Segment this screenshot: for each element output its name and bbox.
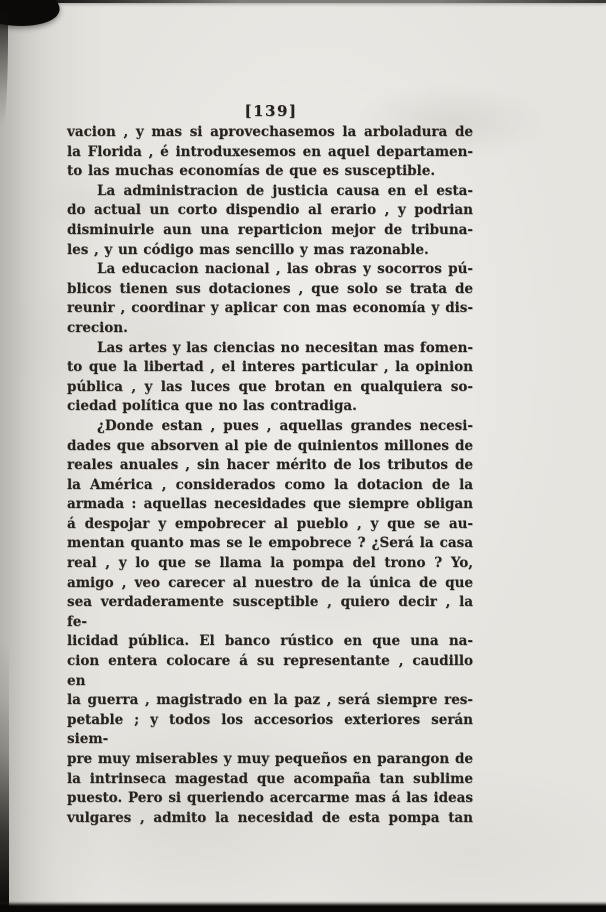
bottom-left-edge-shadow [0, 642, 9, 907]
text-line: real , y lo que se llama la pompa del trono ? Yo, [67, 555, 473, 572]
text-line: La administracion de justicia causa en el esta- [97, 182, 473, 199]
text-line: la América , considerados como la dotacion de la [67, 476, 473, 493]
text-line: petable ; y todos los accesorios exteriores serán siem- [67, 711, 473, 748]
text-line: puesto. Pero si queriendo acercarme mas á las ideas [67, 790, 473, 807]
text-line: licidad pública. El banco rústico en que una na- [67, 633, 473, 650]
text-line: mentan quanto mas se le empobrece ? ¿Será la casa [67, 535, 473, 552]
page-bottom-edge-shadow [0, 901, 606, 912]
text-line: ciedad política que no las contradiga. [67, 398, 357, 415]
text-line: crecion. [67, 319, 128, 336]
text-line: la guerra , magistrado en la paz , será siempre res- [67, 692, 473, 709]
text-line: les , y un código mas sencillo y mas razonable. [67, 241, 429, 258]
page-top-edge-shadow [0, 0, 606, 3]
text-line: La educacion nacional , las obras y socorros pú- [97, 261, 473, 278]
text-line: la intrinseca magestad que acompaña tan sublime [67, 770, 473, 787]
text-line: blicos tienen sus dotaciones , que solo se trata de [67, 280, 473, 297]
text-line: ¿Donde estan , pues , aquellas grandes necesi- [97, 417, 473, 434]
text-line: dades que absorven al pie de quinientos millones de [67, 437, 473, 454]
text-line: to las muchas economías de que es susceptible. [67, 163, 436, 180]
text-line: reunir , coordinar y aplicar con mas economía y dis- [67, 300, 473, 317]
text-line: vacion , y mas si aprovechasemos la arboladura de [67, 124, 473, 140]
page-number: [139] [244, 102, 298, 120]
text-line: to que la libertad , el interes particular , la opinion [67, 359, 473, 376]
text-line: pre muy miserables y muy pequeños en parangon de [67, 751, 473, 767]
text-line: amigo , veo carecer al nuestro de la única de que [67, 574, 473, 591]
text-line: pública , y las luces que brotan en qualquiera so- [67, 378, 473, 395]
text-line: do actual un corto dispendio al erario , y podrian [67, 202, 473, 219]
text-line: disminuirle aun una reparticion mejor de tribuna- [67, 221, 473, 238]
text-line: á despojar y empobrecer al pueblo , y que se au- [67, 515, 473, 532]
text-line: reales anuales , sin hacer mérito de los tributos de [67, 457, 473, 474]
text-line: Las artes y las ciencias no necesitan mas fomen- [97, 339, 473, 356]
text-line: sea verdaderamente susceptible , quiero decir , la fe- [67, 594, 473, 630]
text-line: vulgares , admito la necesidad de esta pompa tan [67, 809, 473, 826]
page-text [67, 123, 473, 828]
text-line: armada : aquellas necesidades que siempre obligan [67, 496, 473, 513]
text-line: cion entera colocare á su representante , caudillo en [67, 653, 473, 689]
text-line: la Florida , é introduxesemos en aquel departamen- [67, 143, 473, 160]
